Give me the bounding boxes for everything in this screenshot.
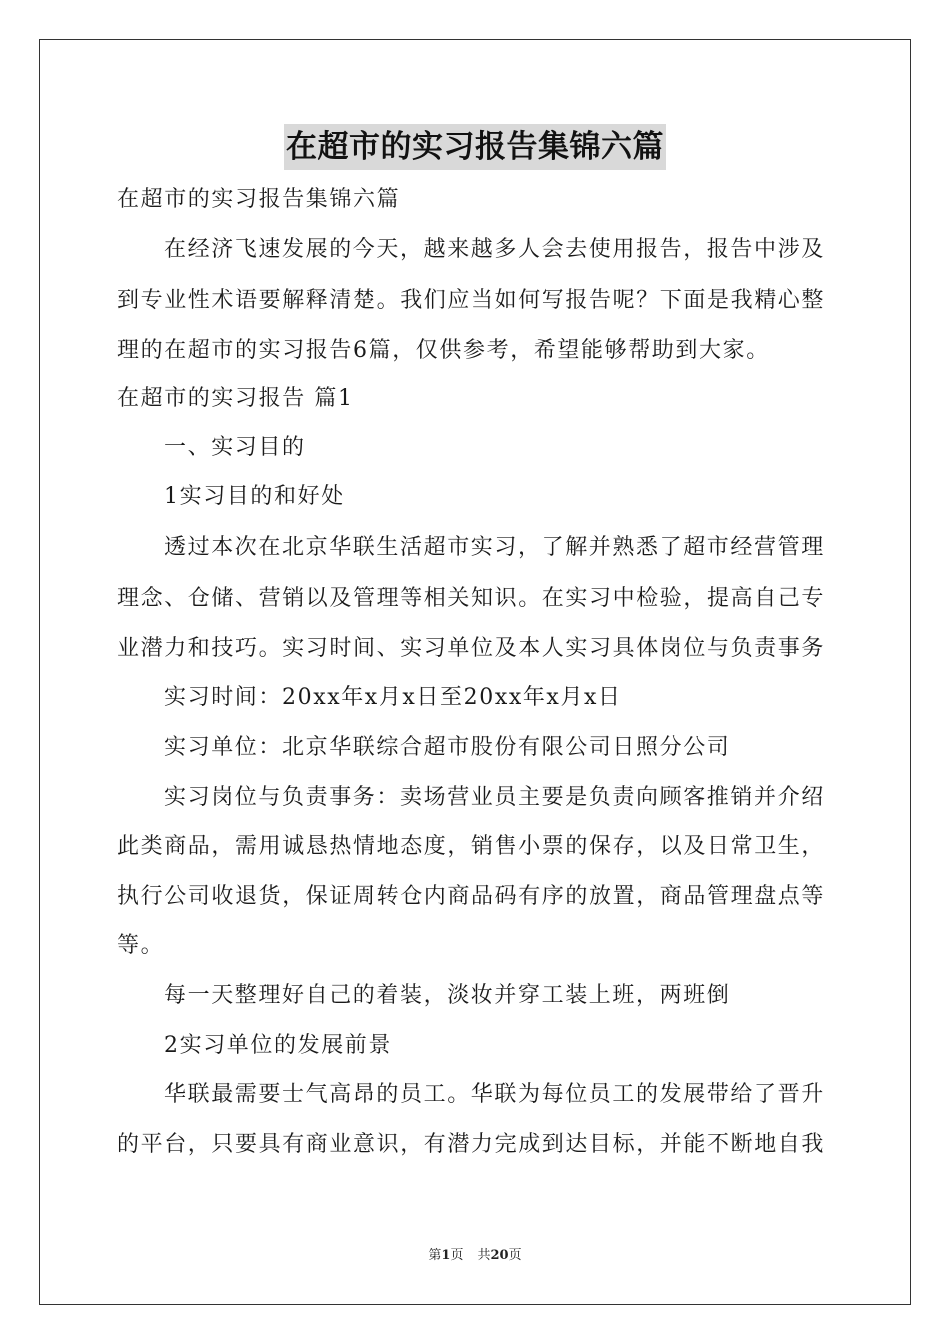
- document-title: 在超市的实习报告集锦六篇: [284, 124, 666, 170]
- total-suffix: 页: [508, 1248, 522, 1263]
- total-pages: 20: [490, 1248, 509, 1263]
- paragraph-line: 执行公司收退货，保证周转仓内商品码有序的放置，商品管理盘点等: [117, 884, 826, 909]
- subtitle-line: 在超市的实习报告集锦六篇: [117, 187, 401, 212]
- title-container: [0, 124, 950, 170]
- paragraph-line: 每一天整理好自己的着装，淡妆并穿工装上班，两班倒: [164, 983, 731, 1008]
- paragraph-line: 实习时间：20xx年x月x日至20xx年x月x日: [164, 685, 622, 710]
- paragraph-line: 理念、仓储、营销以及管理等相关知识。在实习中检验，提高自己专: [117, 586, 826, 611]
- paragraph-line: 透过本次在北京华联生活超市实习，了解并熟悉了超市经营管理: [164, 535, 825, 560]
- paragraph-line: 的平台，只要具有商业意识，有潜力完成到达目标，并能不断地自我: [117, 1132, 826, 1157]
- subsection-heading: 1实习目的和好处: [164, 484, 345, 509]
- paragraph-line: 此类商品，需用诚恳热情地态度，销售小票的保存，以及日常卫生，: [117, 834, 826, 859]
- total-prefix: 共: [477, 1248, 491, 1263]
- paragraph-line: 到专业性术语要解释清楚。我们应当如何写报告呢？下面是我精心整: [117, 288, 826, 313]
- subsection-heading: 一、实习目的: [164, 435, 306, 460]
- paragraph-line: 实习岗位与负责事务：卖场营业员主要是负责向顾客推销并介绍: [164, 785, 825, 810]
- page-border: [39, 39, 911, 1305]
- paragraph-line: 理的在超市的实习报告6篇，仅供参考，希望能够帮助到大家。: [117, 338, 770, 363]
- paragraph-line: 业潜力和技巧。实习时间、实习单位及本人实习具体岗位与负责事务: [117, 636, 826, 661]
- page-suffix: 页: [450, 1248, 464, 1263]
- page-number: 1: [441, 1248, 451, 1263]
- paragraph-line: 在经济飞速发展的今天，越来越多人会去使用报告，报告中涉及: [164, 237, 825, 262]
- paragraph-line: 等。: [117, 933, 165, 958]
- subsection-heading: 2实习单位的发展前景: [164, 1033, 392, 1058]
- section-heading: 在超市的实习报告 篇1: [117, 386, 354, 411]
- paragraph-line: 华联最需要士气高昂的员工。华联为每位员工的发展带给了晋升: [164, 1082, 825, 1107]
- page-prefix: 第: [428, 1248, 442, 1263]
- paragraph-line: 实习单位：北京华联综合超市股份有限公司日照分公司: [164, 735, 731, 760]
- page-footer: [0, 1246, 950, 1266]
